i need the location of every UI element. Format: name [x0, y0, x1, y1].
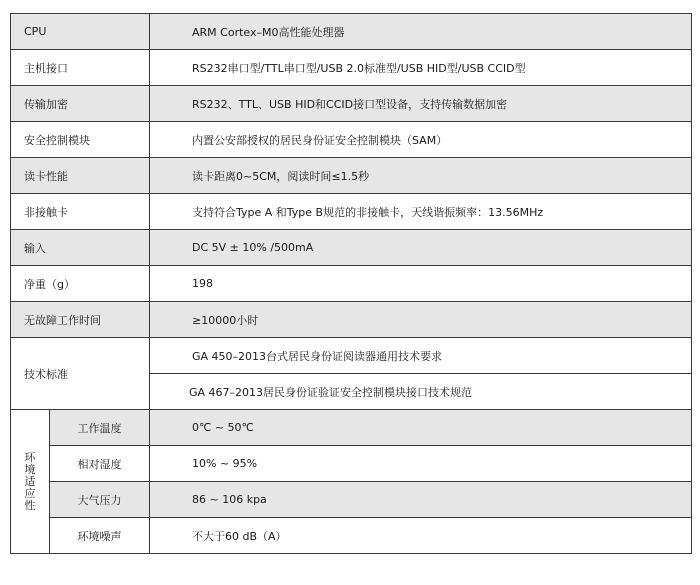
row-label: 净重（g） [11, 266, 150, 302]
row-value: ≥10000小时 [150, 302, 692, 338]
env-item-label: 环境噪声 [50, 518, 150, 554]
standard-item: GA 450–2013台式居民身份证阅读器通用技术要求 [150, 338, 692, 374]
spec-row-standards-1 [11, 338, 692, 374]
environment-label [11, 410, 50, 554]
spec-table [10, 13, 692, 554]
row-label: 无故障工作时间 [11, 302, 150, 338]
env-item-value: 86 ~ 106 kpa [150, 482, 692, 518]
env-item-value: 0℃ ~ 50℃ [150, 410, 692, 446]
env-item-label: 相对湿度 [50, 446, 150, 482]
spec-row-contactless-card [11, 194, 692, 230]
row-value: 读卡距离0~5CM，阅读时间≤1.5秒 [150, 158, 692, 194]
environment-char: 境 [24, 462, 36, 476]
row-value: RS232串口型/TTL串口型/USB 2.0标准型/USB HID型/USB CCID型 [150, 50, 692, 86]
environment-label-chars [11, 452, 49, 512]
spec-row-net-weight [11, 266, 692, 302]
spec-row-encryption [11, 86, 692, 122]
spec-row-cpu [11, 14, 692, 50]
environment-char: 应 [24, 486, 36, 500]
row-label: 安全控制模块 [11, 122, 150, 158]
environment-char: 性 [24, 498, 36, 512]
env-row-temperature [11, 410, 692, 446]
row-value: RS232、TTL、USB HID和CCID接口型设备，支持传输数据加密 [150, 86, 692, 122]
spec-row-read-performance [11, 158, 692, 194]
row-label: 传输加密 [11, 86, 150, 122]
row-label: 输入 [11, 230, 150, 266]
row-label: 非接触卡 [11, 194, 150, 230]
row-label: 主机接口 [11, 50, 150, 86]
row-value: 内置公安部授权的居民身份证安全控制模块（SAM） [150, 122, 692, 158]
spec-row-mtbf [11, 302, 692, 338]
env-item-label: 大气压力 [50, 482, 150, 518]
row-label: CPU [11, 14, 150, 50]
spec-row-input [11, 230, 692, 266]
standard-item: GA 467–2013居民身份证验证安全控制模块接口技术规范 [150, 374, 692, 410]
row-value: ARM Cortex–M0高性能处理器 [150, 14, 692, 50]
row-value: DC 5V ± 10% /500mA [150, 230, 692, 266]
standards-label: 技术标准 [11, 338, 150, 410]
row-label: 读卡性能 [11, 158, 150, 194]
row-value: 支持符合Type A 和Type B规范的非接触卡，天线谐振频率：13.56MHz [150, 194, 692, 230]
env-item-value: 10% ~ 95% [150, 446, 692, 482]
spec-row-security-module [11, 122, 692, 158]
env-item-label: 工作温度 [50, 410, 150, 446]
environment-char: 环 [24, 450, 36, 464]
env-row-pressure [11, 482, 692, 518]
env-row-humidity [11, 446, 692, 482]
env-row-noise [11, 518, 692, 554]
env-item-value: 不大于60 dB（A） [150, 518, 692, 554]
spec-row-host-interface [11, 50, 692, 86]
environment-char: 适 [24, 474, 36, 488]
row-value: 198 [150, 266, 692, 302]
